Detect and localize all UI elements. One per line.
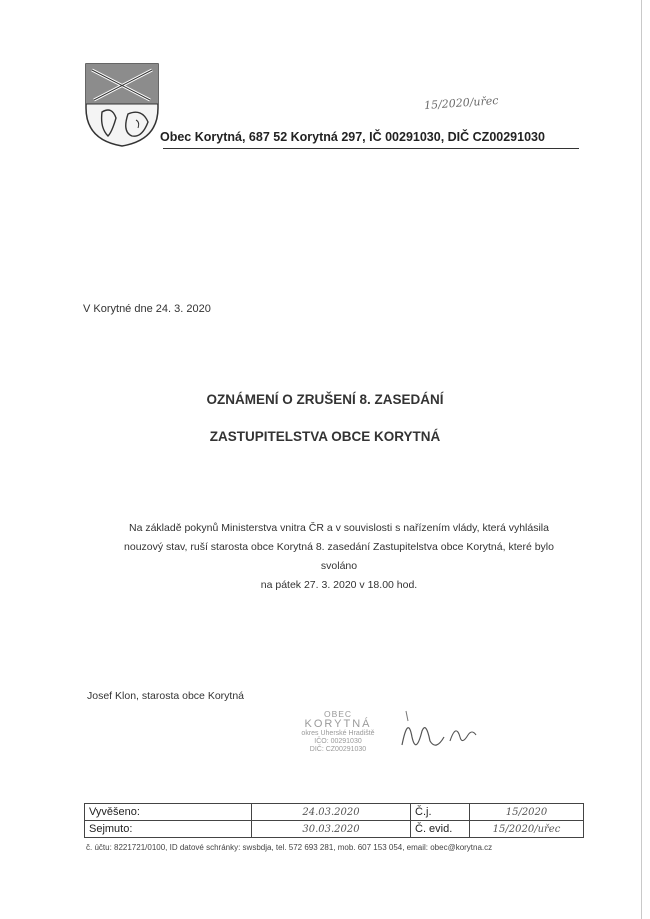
footer-contact: č. účtu: 8221721/0100, ID datové schránky: swsbdja, tel. 572 693 281, mob. 607 153 054, email: obec@korytna.cz xyxy=(86,843,493,852)
signatory: Josef Klon, starosta obce Korytná xyxy=(87,690,245,702)
evid-value: 15/2020/uřec xyxy=(470,821,584,838)
posted-value: 24.03.2020 xyxy=(252,804,411,821)
evid-label: Č. evid. xyxy=(411,821,470,838)
table-row xyxy=(85,804,584,821)
notice-body-line: Na základě pokynů Ministerstva vnitra ČR a v souvislosti s nařízením vlády, která vyhlásila xyxy=(129,522,549,534)
posting-register-table xyxy=(84,803,584,838)
notice-body-line: svoláno xyxy=(320,560,358,572)
official-stamp xyxy=(290,710,386,754)
notice-title-line1: OZNÁMENÍ O ZRUŠENÍ 8. ZASEDÁNÍ xyxy=(206,392,444,407)
table-row xyxy=(85,821,584,838)
removed-label: Sejmuto: xyxy=(85,821,252,838)
notice-title-line2: ZASTUPITELSTVA OBCE KORYTNÁ xyxy=(209,429,441,444)
letterhead-rule xyxy=(163,148,579,149)
stamp-line: OBEC xyxy=(323,709,353,719)
letterhead-address: Obec Korytná, 687 52 Korytná 297, IČ 00291030, DIČ CZ00291030 xyxy=(160,130,545,144)
ref-label: Č.j. xyxy=(411,804,470,821)
ref-value: 15/2020 xyxy=(470,804,584,821)
notice-body-line: na pátek 27. 3. 2020 v 18.00 hod. xyxy=(260,579,418,591)
handwritten-reference: 15/2020/uřec xyxy=(423,93,499,113)
stamp-line: okres Uherské Hradiště xyxy=(301,730,375,737)
dateline: V Korytné dne 24. 3. 2020 xyxy=(83,303,211,315)
removed-value: 30.03.2020 xyxy=(252,821,411,838)
scan-edge-line xyxy=(641,0,642,919)
coat-of-arms-icon xyxy=(84,62,160,148)
handwritten-signature-icon xyxy=(398,705,488,755)
notice-body-line: nouzový stav, ruší starosta obce Korytná 8. zasedání Zastupitelstva obce Korytná, které bylo xyxy=(124,541,554,553)
stamp-line: DIČ: CZ00291030 xyxy=(309,746,367,753)
stamp-line: KORYTNÁ xyxy=(304,718,372,730)
stamp-line: IČO: 00291030 xyxy=(314,738,362,745)
posted-label: Vyvěšeno: xyxy=(85,804,252,821)
notice-body xyxy=(90,519,588,595)
